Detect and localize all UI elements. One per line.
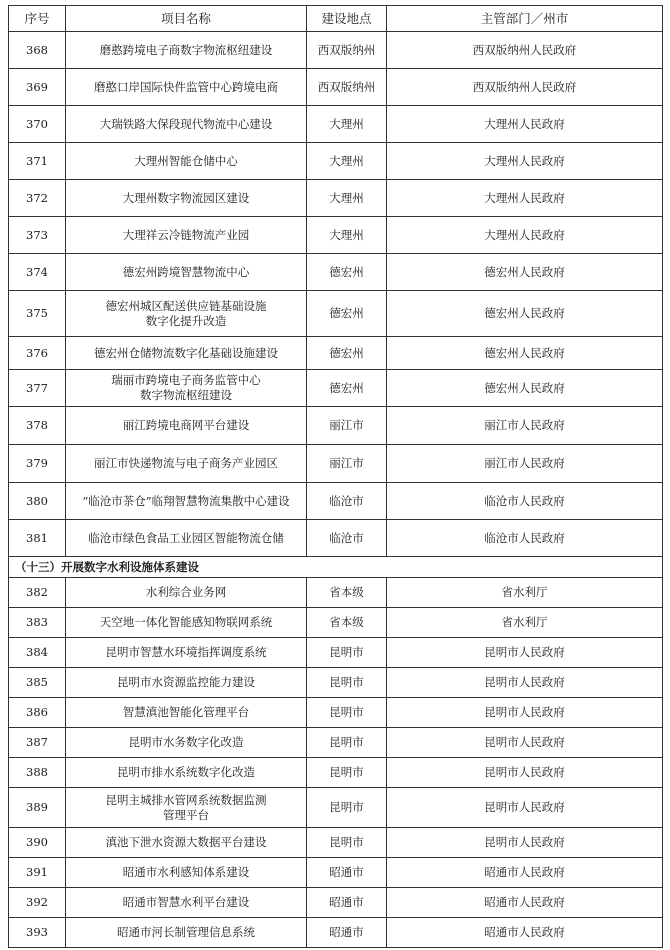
cell-serial-number: 389 xyxy=(9,788,66,828)
cell-serial-number: 370 xyxy=(9,106,66,143)
table-row xyxy=(9,788,663,828)
header-project-name: 项目名称 xyxy=(66,6,307,32)
cell-location: 大理州 xyxy=(307,180,387,217)
cell-department: 德宏州人民政府 xyxy=(387,370,663,407)
cell-department: 西双版纳州人民政府 xyxy=(387,69,663,106)
cell-location: 丽江市 xyxy=(307,407,387,445)
cell-location: 丽江市 xyxy=(307,445,387,483)
table-row xyxy=(9,828,663,858)
table-row xyxy=(9,407,663,445)
cell-location: 省本级 xyxy=(307,578,387,608)
cell-department: 昆明市人民政府 xyxy=(387,828,663,858)
header-location: 建设地点 xyxy=(307,6,387,32)
cell-department: 昭通市人民政府 xyxy=(387,858,663,888)
cell-serial-number: 380 xyxy=(9,483,66,520)
cell-department: 临沧市人民政府 xyxy=(387,520,663,557)
cell-project-name: 德宏州城区配送供应链基础设施 数字化提升改造 xyxy=(66,291,307,337)
cell-serial-number: 368 xyxy=(9,32,66,69)
cell-project-name: 昆明主城排水管网系统数据监测 管理平台 xyxy=(66,788,307,828)
cell-project-name: 丽江市快递物流与电子商务产业园区 xyxy=(66,445,307,483)
cell-serial-number: 381 xyxy=(9,520,66,557)
header-department: 主管部门／州市 xyxy=(387,6,663,32)
cell-location: 昆明市 xyxy=(307,668,387,698)
cell-serial-number: 392 xyxy=(9,888,66,918)
cell-serial-number: 383 xyxy=(9,608,66,638)
table-row xyxy=(9,143,663,180)
cell-department: 临沧市人民政府 xyxy=(387,483,663,520)
cell-project-name: 大瑞铁路大保段现代物流中心建设 xyxy=(66,106,307,143)
cell-serial-number: 386 xyxy=(9,698,66,728)
cell-project-name: 大理州数字物流园区建设 xyxy=(66,180,307,217)
cell-department: 省水利厅 xyxy=(387,578,663,608)
cell-department: 德宏州人民政府 xyxy=(387,337,663,370)
cell-serial-number: 371 xyxy=(9,143,66,180)
cell-department: 昆明市人民政府 xyxy=(387,788,663,828)
cell-department: 昭通市人民政府 xyxy=(387,918,663,948)
table-row xyxy=(9,337,663,370)
cell-location: 德宏州 xyxy=(307,370,387,407)
cell-location: 昭通市 xyxy=(307,888,387,918)
cell-location: 德宏州 xyxy=(307,291,387,337)
cell-location: 昆明市 xyxy=(307,728,387,758)
cell-location: 昆明市 xyxy=(307,698,387,728)
cell-project-name: 昆明市排水系统数字化改造 xyxy=(66,758,307,788)
cell-department: 昆明市人民政府 xyxy=(387,638,663,668)
cell-department: 丽江市人民政府 xyxy=(387,407,663,445)
cell-project-name: 丽江跨境电商网平台建设 xyxy=(66,407,307,445)
table-header-row xyxy=(9,6,663,32)
cell-department: 昭通市人民政府 xyxy=(387,888,663,918)
project-table xyxy=(8,5,663,948)
cell-department: 大理州人民政府 xyxy=(387,180,663,217)
table-row xyxy=(9,858,663,888)
cell-location: 大理州 xyxy=(307,217,387,254)
cell-serial-number: 382 xyxy=(9,578,66,608)
table-row xyxy=(9,483,663,520)
cell-project-name: 昆明市智慧水环境指挥调度系统 xyxy=(66,638,307,668)
cell-location: 大理州 xyxy=(307,143,387,180)
header-serial-number: 序号 xyxy=(9,6,66,32)
cell-serial-number: 391 xyxy=(9,858,66,888)
cell-location: 昆明市 xyxy=(307,638,387,668)
cell-project-name: 智慧滇池智能化管理平台 xyxy=(66,698,307,728)
cell-serial-number: 385 xyxy=(9,668,66,698)
table-row xyxy=(9,445,663,483)
cell-project-name: 临沧市绿色食品工业园区智能物流仓储 xyxy=(66,520,307,557)
cell-department: 昆明市人民政府 xyxy=(387,698,663,728)
cell-department: 大理州人民政府 xyxy=(387,143,663,180)
cell-department: 丽江市人民政府 xyxy=(387,445,663,483)
cell-location: 昆明市 xyxy=(307,828,387,858)
cell-project-name: 磨憨口岸国际快件监管中心跨境电商 xyxy=(66,69,307,106)
cell-project-name: 天空地一体化智能感知物联网系统 xyxy=(66,608,307,638)
table-row xyxy=(9,638,663,668)
table-row xyxy=(9,520,663,557)
cell-project-name: 昭通市水利感知体系建设 xyxy=(66,858,307,888)
cell-serial-number: 376 xyxy=(9,337,66,370)
table-row xyxy=(9,698,663,728)
cell-project-name: 大理州智能仓储中心 xyxy=(66,143,307,180)
cell-serial-number: 390 xyxy=(9,828,66,858)
table-row xyxy=(9,728,663,758)
table-row xyxy=(9,180,663,217)
cell-department: 西双版纳州人民政府 xyxy=(387,32,663,69)
table-row xyxy=(9,758,663,788)
cell-department: 大理州人民政府 xyxy=(387,106,663,143)
cell-location: 西双版纳州 xyxy=(307,32,387,69)
cell-location: 西双版纳州 xyxy=(307,69,387,106)
cell-location: 临沧市 xyxy=(307,520,387,557)
cell-location: 昆明市 xyxy=(307,788,387,828)
cell-location: 昭通市 xyxy=(307,858,387,888)
table-row xyxy=(9,291,663,337)
cell-project-name: 水利综合业务网 xyxy=(66,578,307,608)
cell-department: 德宏州人民政府 xyxy=(387,291,663,337)
cell-serial-number: 374 xyxy=(9,254,66,291)
table-row xyxy=(9,888,663,918)
cell-serial-number: 377 xyxy=(9,370,66,407)
cell-department: 昆明市人民政府 xyxy=(387,668,663,698)
table-row xyxy=(9,918,663,948)
section-header-row xyxy=(9,557,663,578)
cell-location: 德宏州 xyxy=(307,254,387,291)
cell-department: 大理州人民政府 xyxy=(387,217,663,254)
cell-department: 省水利厅 xyxy=(387,608,663,638)
cell-serial-number: 372 xyxy=(9,180,66,217)
cell-project-name: 瑞丽市跨境电子商务监管中心 数字物流枢纽建设 xyxy=(66,370,307,407)
cell-location: 昭通市 xyxy=(307,918,387,948)
cell-project-name: 昭通市河长制管理信息系统 xyxy=(66,918,307,948)
table-row xyxy=(9,578,663,608)
table-row xyxy=(9,32,663,69)
cell-project-name: 昆明市水资源监控能力建设 xyxy=(66,668,307,698)
table-row xyxy=(9,217,663,254)
cell-department: 昆明市人民政府 xyxy=(387,758,663,788)
cell-project-name: 滇池下泄水资源大数据平台建设 xyxy=(66,828,307,858)
cell-serial-number: 369 xyxy=(9,69,66,106)
cell-serial-number: 379 xyxy=(9,445,66,483)
section-title: （十三）开展数字水利设施体系建设 xyxy=(9,557,663,578)
cell-project-name: 德宏州仓储物流数字化基础设施建设 xyxy=(66,337,307,370)
cell-department: 德宏州人民政府 xyxy=(387,254,663,291)
table-row xyxy=(9,69,663,106)
cell-serial-number: 375 xyxy=(9,291,66,337)
table-row xyxy=(9,608,663,638)
cell-serial-number: 373 xyxy=(9,217,66,254)
cell-project-name: 德宏州跨境智慧物流中心 xyxy=(66,254,307,291)
cell-location: 昆明市 xyxy=(307,758,387,788)
table-body xyxy=(9,32,663,948)
cell-location: 临沧市 xyxy=(307,483,387,520)
cell-serial-number: 387 xyxy=(9,728,66,758)
cell-project-name: 昆明市水务数字化改造 xyxy=(66,728,307,758)
cell-project-name: 大理祥云冷链物流产业园 xyxy=(66,217,307,254)
table-row xyxy=(9,370,663,407)
table-row xyxy=(9,668,663,698)
cell-serial-number: 384 xyxy=(9,638,66,668)
table-row xyxy=(9,254,663,291)
cell-serial-number: 378 xyxy=(9,407,66,445)
cell-location: 德宏州 xyxy=(307,337,387,370)
cell-location: 大理州 xyxy=(307,106,387,143)
cell-project-name: 磨憨跨境电子商数字物流枢纽建设 xyxy=(66,32,307,69)
cell-department: 昆明市人民政府 xyxy=(387,728,663,758)
cell-serial-number: 388 xyxy=(9,758,66,788)
table-row xyxy=(9,106,663,143)
cell-serial-number: 393 xyxy=(9,918,66,948)
cell-project-name: “临沧市茶仓”临翔智慧物流集散中心建设 xyxy=(66,483,307,520)
cell-project-name: 昭通市智慧水利平台建设 xyxy=(66,888,307,918)
cell-location: 省本级 xyxy=(307,608,387,638)
